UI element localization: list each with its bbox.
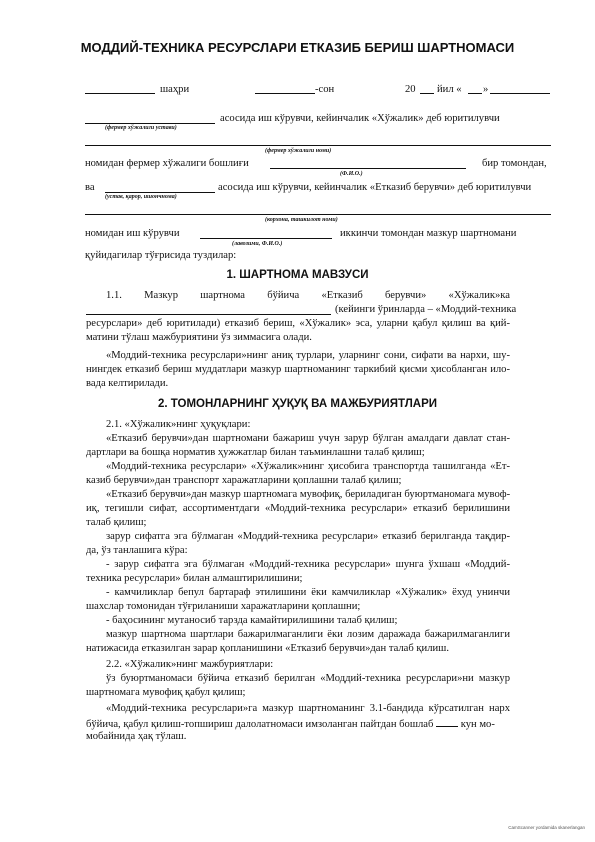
s2-line: ўз буюртманомаси бўйича етказиб берилган «Моддий-техника ресурслари»ни мазкур	[106, 673, 510, 684]
number-field[interactable]	[255, 93, 315, 94]
s2-line: - баҳосининг мутаносиб тарзда камайтирилишини талаб қилиш;	[106, 615, 398, 626]
charter-field[interactable]	[85, 123, 215, 124]
charter-note: (фермер хўжалиги устави)	[105, 125, 177, 131]
s2-line: шахслар томонидан тўғриланиши харажатларини қоплашни;	[86, 601, 361, 612]
s2-line: казиб берувчи»дан транспорт харажатларини қоплашни талаб қилиш;	[86, 475, 402, 486]
s2-line: «Етказиб берувчи»дан шартномани бажариш учун зарур бўлган амалдаги давлат стан-	[106, 433, 510, 444]
s2-line: 2.1. «Хўжалик»нинг ҳуқуқлари:	[106, 419, 251, 430]
s2-line-text: бўйича, қабул қилиш-топшириш далолатномаси имзоланган пайтдан бошлаб	[86, 719, 434, 730]
parties-line-1: асосида иш кўрувчи, кейинчалик «Хўжалик» деб юритилувчи	[220, 113, 500, 124]
supplier-name-note: (корхона, ташкилот номи)	[265, 217, 338, 223]
farm-name-field[interactable]	[85, 145, 551, 146]
year-suffix: йил «	[437, 84, 462, 95]
s2-line: талаб қилиш;	[86, 517, 147, 528]
day-field[interactable]	[468, 93, 482, 94]
city-field[interactable]	[85, 93, 155, 94]
s2-line: техника ресурслари» билан алмаштирилишини;	[86, 573, 303, 584]
s2-line: - камчиликлар бепул бартараф этилишини ёки камчиликлар «Хўжалик» ёхуд унинчи	[106, 587, 510, 598]
s2-line: зарур сифатга эга бўлмаган «Моддий-техника ресурслари» етказиб берилганда тақдир-	[106, 531, 510, 542]
year-field[interactable]	[420, 93, 434, 94]
parties-line-3-start: ва	[85, 182, 95, 193]
s2-line: «Етказиб берувчи»дан мазкур шартномага мувофиқ, бериладиган буюртманомага мувоф-	[106, 489, 511, 500]
s1-line-2: (кейинги ўринларда – «Моддий-техника	[335, 304, 517, 315]
parties-line-2-end: бир томондан,	[482, 158, 547, 169]
section-1-heading: 1. ШАРТНОМА МАВЗУСИ	[226, 269, 369, 281]
s1-line-4: матини тўлаш мажбуриятини ўз зиммасига олади.	[86, 332, 312, 343]
s2-line: «Моддий-техника ресурслари» «Хўжалик»нинг ҳисобига транспортда ташилганда «Ет-	[106, 461, 510, 472]
parties-line-5-end: иккинчи томондан мазкур шартномани	[340, 228, 517, 239]
s1-line-1: 1.1. Мазкур шартнома бўйича «Етказиб берувчи» «Хўжалик»ка	[106, 290, 510, 301]
year-label: 20	[405, 84, 416, 95]
parties-line-3: асосида иш кўрувчи, кейинчалик «Етказиб берувчи» деб юритилувчи	[218, 182, 532, 193]
s2-line: «Моддий-техника ресурслари»га мазкур шартноманинг 3.1-бандида кўрсатилган нарх	[106, 703, 510, 714]
representative-field[interactable]	[200, 238, 332, 239]
resource-field[interactable]	[86, 314, 331, 315]
s1-line-5: «Моддий-техника ресурслари»нинг аниқ турлари, уларнинг сони, сифати ва нархи, шу-	[106, 350, 510, 361]
basis-field[interactable]	[105, 192, 215, 193]
supplier-name-field[interactable]	[85, 214, 551, 215]
farm-head-note: (Ф.И.О.)	[340, 171, 363, 177]
parties-line-6: қуйидагилар тўғрисида туздилар:	[85, 250, 237, 261]
s2-line: - зарур сифатга эга бўлмаган «Моддий-техника ресурслари» шунга ўхшаш «Моддий-	[106, 559, 510, 570]
farm-name-note: (фермер хўжалиги номи)	[265, 148, 332, 154]
section-2-heading: 2. ТОМОНЛАРНИНГ ҲУҚУҚ ВА МАЖБУРИЯТЛАРИ	[157, 398, 438, 410]
document-title: МОДДИЙ-ТЕХНИКА РЕСУРСЛАРИ ЕТКАЗИБ БЕРИШ ШАРТНОМАСИ	[80, 40, 515, 55]
s1-line-6: нингдек етказиб бериш муддатлари мазкур шартноманинг таркибий қисми ҳисобланган ило-	[86, 364, 510, 375]
s2-line-end: кун мо-	[460, 719, 495, 730]
city-label: шаҳри	[160, 84, 190, 95]
scanner-watermark: CamScanner yordamida skanerlangan	[508, 825, 585, 830]
s1-line-3: ресурслари» деб юритилади) етказиб бериш, «Хўжалик» эса, уларни қабул қилиш ва қий-	[86, 318, 510, 329]
days-field[interactable]	[436, 716, 458, 727]
quote-mid: »	[483, 84, 489, 95]
parties-line-5-start: номидан иш кўрувчи	[85, 228, 180, 239]
s2-line: да, ўз танлашига кўра:	[86, 545, 188, 556]
month-field[interactable]	[490, 93, 550, 94]
s2-line: натижасида етказилган зарар қопланишини «Етказиб берувчи»дан талаб қилиш.	[86, 643, 449, 654]
s2-line: мобайнида ҳақ тўлаш.	[86, 731, 187, 742]
s2-line	[86, 716, 510, 731]
farm-head-field[interactable]	[270, 168, 466, 169]
s2-line: 2.2. «Хўжалик»нинг мажбуриятлари:	[106, 659, 274, 670]
basis-note: (устав, қарор, ишончнома)	[105, 194, 177, 200]
parties-line-2-start: номидан фермер хўжалиги бошлиғи	[85, 158, 249, 169]
representative-note: (лавозими, Ф.И.О.)	[232, 241, 283, 247]
number-label: -сон	[315, 84, 335, 95]
s2-line: шартномага мувофиқ қабул қилиш;	[86, 687, 246, 698]
s2-line: мазкур шартнома шартлари бажарилмаганлиги ёки лозим даражада бажарилмаганлиги	[106, 629, 510, 640]
s1-line-7: вада келтирилади.	[86, 378, 169, 389]
s2-line: иқ, тегишли сифат, ассортиментдаги «Моддий-техника ресурслари» етказиб берилишини	[86, 503, 510, 514]
s2-line: дартлари ва бошқа норматив ҳужжатлар билан таъминлашни талаб қилиш;	[86, 447, 425, 458]
